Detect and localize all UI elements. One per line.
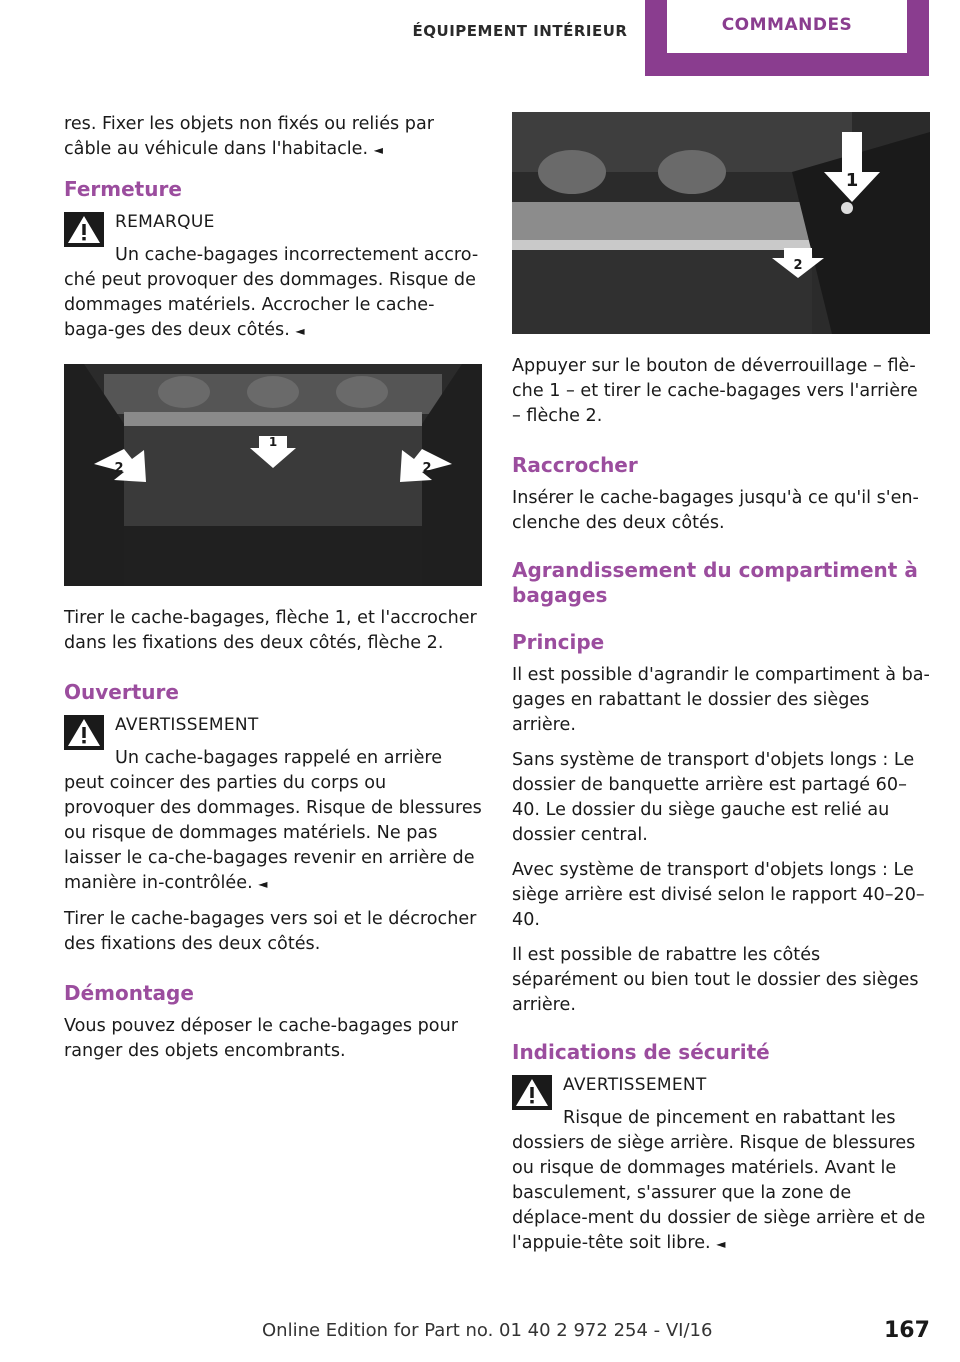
ouverture-paragraph: Tirer le cache-bagages vers soi et le décrocher des fixations des deux côtés.: [64, 909, 477, 954]
heading-raccrocher: Raccrocher: [512, 453, 638, 477]
warning-triangle-icon: [64, 212, 104, 247]
principe-paragraph-1: Il est possible d'agrandir le compartiment à ba-gages en rabattant le dossier des sièges arrière.: [512, 665, 930, 735]
heading-ouverture: Ouverture: [64, 680, 179, 704]
heading-securite: Indications de sécurité: [512, 1040, 770, 1064]
note-label: REMARQUE: [115, 212, 215, 232]
figure-luggage-cover-hooking: [64, 364, 482, 586]
raccrocher-paragraph: Insérer le cache-bagages jusqu'à ce qu'il s'en-clenche des deux côtés.: [512, 488, 919, 533]
running-header-section: ÉQUIPEMENT INTÉRIEUR: [412, 22, 628, 40]
warning-text: Un cache-bagages rappelé en arrière peut coincer des parties du corps ou provoquer des dommages. Risque de blessures ou risque de dommages matériels. Ne pas laisser le ca-che-bagages revenir en arrière de manière in-contrôlée. ◄: [64, 748, 482, 893]
heading-agrandissement: Agrandissement du compartiment à bagages: [512, 558, 918, 607]
warning-label: AVERTISSEMENT: [563, 1075, 707, 1095]
warning-box-securite: [512, 1073, 930, 1257]
page-number: 167: [884, 1318, 930, 1343]
figure-luggage-cover-release: [512, 112, 930, 334]
warning-box-ouverture: [64, 713, 482, 897]
arrow-label-2-left: 2: [114, 461, 124, 476]
right-column: [512, 112, 930, 1267]
warning-triangle-icon: [64, 715, 104, 750]
warning-label: AVERTISSEMENT: [115, 715, 259, 735]
left-column: [64, 112, 482, 1074]
caption-figure-2: Appuyer sur le bouton de déverrouillage – flè-che 1 – et tirer le cache-bagages vers l'arrière – flèche 2.: [512, 356, 918, 426]
note-text: Un cache-bagages incorrectement accro-ché peut provoquer des dommages. Risque de dommages matériels. Accrocher le cache-baga-ges des deux côtés. ◄: [64, 245, 479, 340]
heading-principe: Principe: [512, 630, 605, 654]
intro-paragraph: res. Fixer les objets non fixés ou reliés par câble au véhicule dans l'habitacle. ◄: [64, 114, 434, 159]
arrow-label-1: 1: [268, 435, 278, 449]
footer-edition: Online Edition for Part no. 01 40 2 972 254 - VI/16: [262, 1320, 713, 1341]
warning-text: Risque de pincement en rabattant les dossiers de siège arrière. Risque de blessures ou risque de dommages matériels. Avant le basculement, s'assurer que la zone de déplace-ment du dossier de siège arrière et de l'appuie-tête soit libre. ◄: [512, 1108, 926, 1253]
arrow-label-2-right: 2: [422, 461, 432, 476]
principe-paragraph-2: Sans système de transport d'objets longs : Le dossier de banquette arrière est partagé 60–40. Le dossier du siège gauche est relié au dossier central.: [512, 750, 915, 845]
chapter-tab-label: COMMANDES: [667, 0, 907, 53]
end-mark: ◄: [373, 143, 383, 157]
trunk-photo-illustration: [64, 364, 482, 586]
caption-figure-1: Tirer le cache-bagages, flèche 1, et l'accrocher dans les fixations des deux côtés, flèche 2.: [64, 608, 477, 653]
heading-demontage: Démontage: [64, 981, 194, 1005]
demontage-paragraph: Vous pouvez déposer le cache-bagages pour ranger des objets encombrants.: [64, 1016, 458, 1061]
principe-paragraph-4: Il est possible de rabattre les côtés séparément ou bien tout le dossier des sièges arrière.: [512, 945, 919, 1015]
note-box-fermeture: [64, 210, 482, 344]
heading-fermeture: Fermeture: [64, 177, 182, 201]
arrow-label-1: 1: [845, 170, 859, 191]
warning-triangle-icon: [512, 1075, 552, 1110]
arrow-label-2: 2: [793, 258, 803, 273]
trunk-side-photo-illustration: [512, 112, 930, 334]
chapter-tab: [645, 0, 929, 76]
principe-paragraph-3: Avec système de transport d'objets longs : Le siège arrière est divisé selon le rapport 40–20–40.: [512, 860, 925, 930]
